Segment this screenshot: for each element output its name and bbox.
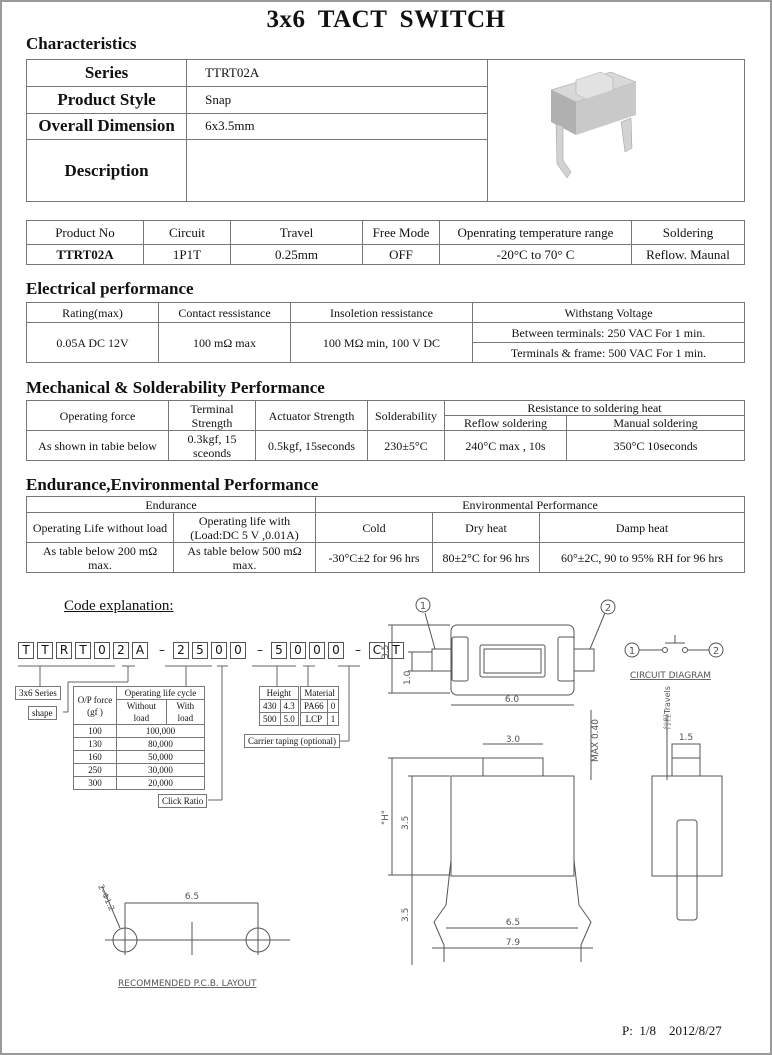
life-without-load-value: As table below 200 mΩ max. [27, 543, 174, 573]
overall-dimension-value: 6x3.5mm [187, 113, 488, 140]
material-code: 0 [327, 700, 339, 713]
force-value: 300 [74, 777, 117, 790]
dim-H: "H" [381, 809, 391, 825]
header-temp-range: Openrating temperature range [440, 221, 632, 245]
header-product-no: Product No [27, 221, 144, 245]
withstand-terminals-frame: Terminals & frame: 500 VAC For 1 min. [473, 343, 745, 363]
pcb-hole: 2–Φ1.2 [96, 883, 117, 913]
dim-width: 6.0 [504, 695, 520, 705]
material-code: 1 [327, 713, 339, 726]
page-title: 3x6 TACT SWITCH [266, 6, 506, 33]
code-char-box: T [75, 642, 91, 659]
product-table [26, 220, 745, 265]
code-char-box: 5 [192, 642, 208, 659]
force-value: 160 [74, 751, 117, 764]
header-withstand-voltage: Withstang Voltage [473, 303, 745, 323]
material-name: LCP [301, 713, 328, 726]
life-value: 100,000 [117, 725, 205, 738]
height-code: 500 [260, 713, 281, 726]
label-carrier-taping: Carrier taping (optional) [244, 734, 340, 748]
operating-force-value: As shown in tabie below [27, 431, 169, 461]
rating-value: 0.05A DC 12V [27, 323, 159, 363]
label-3x6-series: 3x6 Series [15, 686, 61, 700]
top-view-drawing [380, 595, 610, 705]
header-circuit: Circuit [144, 221, 231, 245]
electrical-heading: Electrical performance [26, 279, 194, 298]
series-label: Series [27, 60, 187, 87]
header-contact-resistance: Contact ressistance [159, 303, 291, 323]
product-style-label: Product Style [27, 86, 187, 113]
height-value: 5.0 [280, 713, 298, 726]
tact-switch-image [491, 60, 741, 198]
force-value: 250 [74, 764, 117, 777]
height-value: 4.3 [280, 700, 298, 713]
dim-overall: 7.9 [505, 938, 521, 948]
life-cycle-header: Operating life cycle [117, 687, 205, 700]
header-operating-force: Operating force [27, 401, 169, 431]
electrical-table [26, 302, 745, 363]
front-view-drawing [380, 700, 610, 960]
dim-pin: 1.0 [403, 670, 413, 685]
material-header: Material [301, 687, 339, 700]
dim-actuator: 3.0 [505, 735, 521, 745]
without-load-header: Without load [117, 700, 167, 725]
dim-max: MAX 0.40 [591, 719, 601, 762]
header-manual: Manual soldering [567, 416, 745, 431]
header-life-with-load: Operating life with (Load:DC 5 V ,0.01A) [174, 513, 316, 543]
overall-dimension-label: Overall Dimension [27, 113, 187, 140]
life-value: 80,000 [117, 738, 205, 751]
life-value: 50,000 [117, 751, 205, 764]
code-char-box: 0 [211, 642, 227, 659]
mechanical-table [26, 400, 745, 461]
pcb-layout-drawing [80, 880, 310, 995]
dry-heat-value: 80±2°C for 96 hrs [433, 543, 540, 573]
circuit-pin1: 1 [628, 646, 636, 657]
insulation-resistance-value: 100 MΩ min, 100 V DC [291, 323, 473, 363]
code-group-force [173, 641, 249, 658]
header-life-without-load: Operating Life without load [27, 513, 174, 543]
material-table [300, 686, 339, 726]
code-char-box: R [56, 642, 72, 659]
code-string [18, 641, 407, 659]
description-value [187, 140, 488, 202]
code-char-box: 0 [309, 642, 325, 659]
code-explanation-heading: Code explanation: [64, 598, 174, 614]
footer [622, 1023, 722, 1039]
code-group-height-material [271, 641, 347, 658]
product-image-cell [487, 60, 744, 202]
dim-pitch: 6.5 [505, 918, 521, 928]
header-soldering: Soldering [632, 221, 745, 245]
header-rating: Rating(max) [27, 303, 159, 323]
label-click-ratio: Click Ratio [158, 794, 207, 808]
circuit-caption: CIRCUIT DIAGRAM [630, 671, 711, 681]
header-reflow: Reflow soldering [445, 416, 567, 431]
life-value: 20,000 [117, 777, 205, 790]
code-char-box: 0 [328, 642, 344, 659]
header-solderability: Solderability [368, 401, 445, 431]
withstand-between-terminals: Between terminals: 250 VAC For 1 min. [473, 323, 745, 343]
header-endurance-group: Endurance [27, 497, 316, 513]
temp-range-value: -20°C to 70° C [440, 245, 632, 265]
damp-heat-value: 60°±2C, 90 to 95% RH for 96 hrs [540, 543, 745, 573]
soldering-value: Reflow. Maunal [632, 245, 745, 265]
product-style-value: Snap [187, 86, 488, 113]
code-char-box: 0 [94, 642, 110, 659]
dim-side-actuator: 1.5 [678, 733, 694, 743]
product-no-value: TTRT02A [27, 245, 144, 265]
code-char-box: A [132, 642, 148, 659]
dim-height: 3.5 [381, 644, 391, 659]
endurance-table [26, 496, 745, 573]
material-name: PA66 [301, 700, 328, 713]
code-char-box: 0 [230, 642, 246, 659]
contact-resistance-value: 100 mΩ max [159, 323, 291, 363]
characteristics-table [26, 59, 745, 202]
travels-label: 行程Travels [663, 686, 672, 730]
label-shape: shape [28, 706, 57, 720]
header-insulation-resistance: Insoletion ressistance [291, 303, 473, 323]
description-label: Description [27, 140, 187, 202]
manual-value: 350°C 10seconds [567, 431, 745, 461]
code-char-box: C [369, 642, 385, 659]
characteristics-heading: Characteristics [26, 34, 137, 53]
actuator-strength-value: 0.5kgf, 15seconds [256, 431, 368, 461]
dim-leg: 3.5 [401, 907, 411, 922]
free-mode-value: OFF [363, 245, 440, 265]
endurance-heading: Endurance,Environmental Performance [26, 475, 319, 494]
code-char-box: 2 [173, 642, 189, 659]
header-terminal-strength: Terminal Strength [169, 401, 256, 431]
series-value: TTRT02A [187, 60, 488, 87]
code-char-box: T [37, 642, 53, 659]
header-environmental-group: Environmental Performance [316, 497, 745, 513]
reflow-value: 240°C max , 10s [445, 431, 567, 461]
dim-body: 3.5 [401, 815, 411, 830]
doc-date: 2012/8/27 [668, 1023, 722, 1038]
height-code: 430 [260, 700, 281, 713]
with-load-header: With load [166, 700, 204, 725]
force-life-table [73, 686, 205, 790]
code-char-box: 2 [113, 642, 129, 659]
header-dry-heat: Dry heat [433, 513, 540, 543]
page-number: P: 1/8 [622, 1023, 656, 1038]
pcb-pitch: 6.5 [184, 892, 200, 902]
header-travel: Travel [231, 221, 363, 245]
force-value: 130 [74, 738, 117, 751]
height-table [259, 686, 299, 726]
code-dash: – [257, 643, 263, 657]
pin1-label: 1 [419, 601, 427, 612]
header-resistance-heat: Resistance to soldering heat [445, 401, 745, 416]
header-cold: Cold [316, 513, 433, 543]
solderability-value: 230±5°C [368, 431, 445, 461]
cold-value: -30°C±2 for 96 hrs [316, 543, 433, 573]
mechanical-heading: Mechanical & Solderability Performance [26, 378, 325, 397]
code-group-series [18, 641, 151, 658]
code-dash: – [355, 643, 361, 657]
terminal-strength-value: 0.3kgf, 15 sceonds [169, 431, 256, 461]
circuit-pin2: 2 [712, 646, 720, 657]
pcb-caption: RECOMMENDED P.C.B. LAYOUT [118, 979, 257, 989]
code-char-box: 5 [271, 642, 287, 659]
life-value: 30,000 [117, 764, 205, 777]
header-damp-heat: Damp heat [540, 513, 745, 543]
travel-value: 0.25mm [231, 245, 363, 265]
code-char-box: T [18, 642, 34, 659]
header-free-mode: Free Mode [363, 221, 440, 245]
circuit-value: 1P1T [144, 245, 231, 265]
side-view-drawing [620, 686, 730, 930]
header-actuator-strength: Actuator Strength [256, 401, 368, 431]
circuit-diagram [620, 630, 730, 685]
code-char-box: T [388, 642, 404, 659]
force-header: O/P force (gf ) [74, 687, 117, 725]
height-header: Height [260, 687, 299, 700]
force-value: 100 [74, 725, 117, 738]
life-with-load-value: As table below 500 mΩ max. [174, 543, 316, 573]
pin2-label: 2 [604, 603, 612, 614]
code-dash: – [159, 643, 165, 657]
code-char-box: 0 [290, 642, 306, 659]
